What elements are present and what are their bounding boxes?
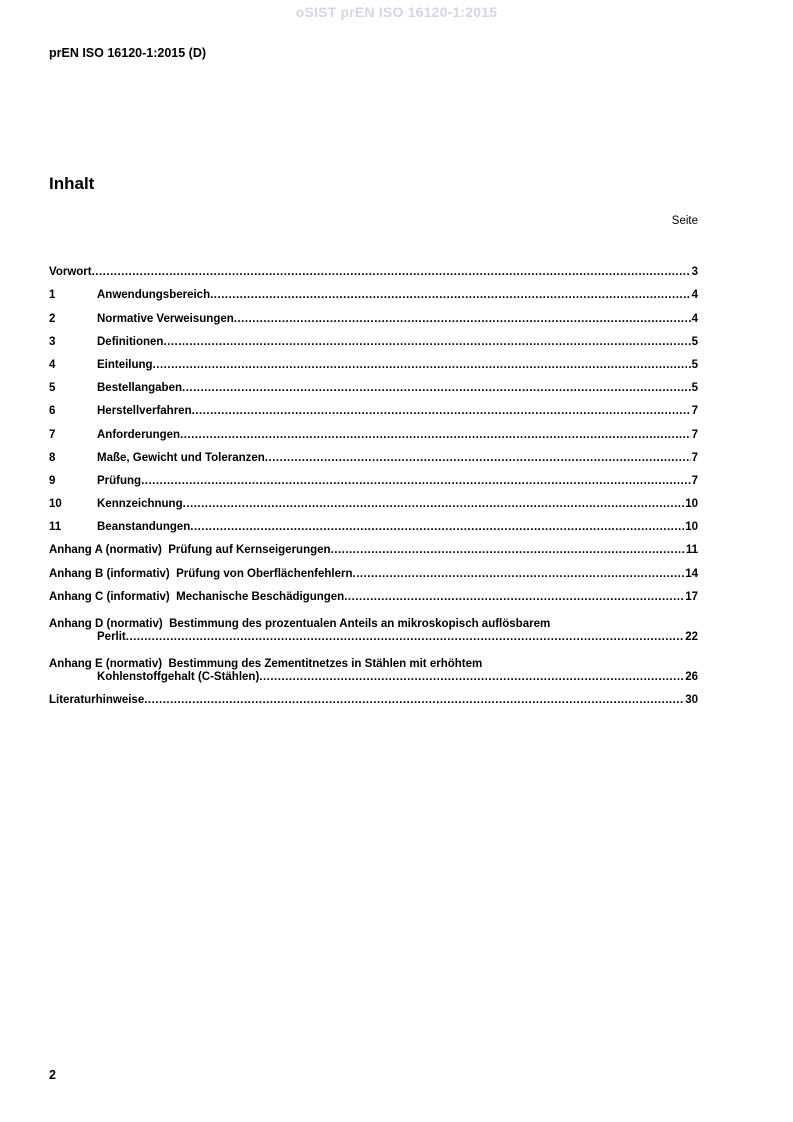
- toc-entry-section-9[interactable]: [49, 465, 698, 488]
- toc-entry-number: 4: [49, 358, 56, 371]
- toc-entry-number: 10: [49, 498, 62, 511]
- toc-leader-dots: [163, 336, 690, 349]
- toc-heading: Inhalt: [49, 174, 95, 193]
- toc-entry-title: Beanstandungen: [97, 521, 191, 534]
- toc-leader-dots: [141, 475, 691, 488]
- toc-entry-title: Anforderungen: [97, 428, 181, 441]
- toc-entry-page: 5: [691, 382, 698, 395]
- toc-leader-dots: [180, 429, 691, 442]
- toc-entry-vorwort[interactable]: [49, 256, 698, 279]
- toc-leader-dots: [182, 382, 691, 395]
- toc-entry-page: 7: [691, 451, 698, 464]
- toc-entry-page: 14: [685, 567, 698, 580]
- watermark: oSIST prEN ISO 16120-1:2015: [295, 4, 498, 20]
- toc-entry-section-4[interactable]: [49, 349, 698, 372]
- toc-page-column-label: Seite: [671, 215, 698, 227]
- toc-entry-section-1[interactable]: [49, 279, 698, 302]
- toc-entry-number: 1: [49, 289, 56, 302]
- toc-entry-annex-a[interactable]: [49, 534, 698, 557]
- toc-entry-annex-b[interactable]: [49, 557, 698, 580]
- toc-entry-annex-d[interactable]: [49, 604, 698, 644]
- toc-leader-dots: [153, 359, 691, 372]
- toc-entry-title: Anwendungsbereich: [97, 289, 211, 302]
- toc-entry-title: Herstellverfahren: [97, 405, 192, 418]
- toc-entry-title: Anhang B (informativ) Prüfung von Oberflächenfehlern: [49, 567, 353, 580]
- document-id-header: prEN ISO 16120-1:2015 (D): [49, 46, 207, 60]
- toc-entry-second-line: [49, 631, 698, 644]
- toc-leader-dots: [344, 591, 684, 604]
- toc-entry-title: Bestellangaben: [97, 382, 182, 395]
- toc-entry-title: Definitionen: [97, 335, 164, 348]
- toc-entry-annex-e[interactable]: [49, 644, 698, 684]
- toc-entry-page: 3: [691, 266, 698, 279]
- toc-entry-title: Literaturhinweise: [49, 694, 145, 706]
- toc-entry-page: 30: [685, 694, 698, 706]
- page-number: 2: [49, 1068, 56, 1082]
- toc-entry-section-8[interactable]: [49, 442, 698, 465]
- toc-entry-section-7[interactable]: [49, 418, 698, 441]
- toc-entry-page: 5: [691, 358, 698, 371]
- toc-entry-title: Anhang A (normativ) Prüfung auf Kernseigerungen: [49, 544, 331, 557]
- toc-entry-number: 7: [49, 428, 56, 441]
- toc-entry-page: 7: [691, 405, 698, 418]
- toc-leader-dots: [234, 313, 691, 326]
- toc-leader-dots: [192, 405, 691, 418]
- toc-entry-page: 10: [685, 498, 698, 511]
- toc-entry-number: 9: [49, 474, 56, 487]
- toc-entry-number: 3: [49, 335, 56, 348]
- toc-entry-page: 22: [685, 630, 698, 643]
- toc-entry-page: 4: [691, 312, 698, 325]
- toc-leader-dots: [353, 568, 685, 581]
- toc-entry-section-11[interactable]: [49, 511, 698, 534]
- toc-leader-dots: [210, 289, 690, 302]
- toc-entry-second-line: [49, 671, 698, 684]
- toc-leader-dots: [92, 266, 691, 279]
- toc-entry-bibliography[interactable]: [49, 684, 698, 707]
- toc-entry-title: Anhang C (informativ) Mechanische Beschädigungen: [49, 590, 345, 603]
- table-of-contents: [49, 256, 698, 707]
- toc-entry-annex-c[interactable]: [49, 581, 698, 604]
- toc-entry-title-continuation: Kohlenstoffgehalt (C-Stählen): [97, 670, 260, 683]
- toc-entry-title: Vorwort: [49, 266, 92, 279]
- toc-entry-page: 11: [685, 544, 698, 557]
- toc-entry-number: 5: [49, 382, 56, 395]
- toc-entry-page: 7: [691, 474, 698, 487]
- toc-entry-number: 8: [49, 451, 56, 464]
- toc-entry-title-continuation: Perlit: [97, 630, 126, 643]
- toc-leader-dots: [144, 694, 684, 707]
- toc-entry-title: Kennzeichnung: [97, 498, 183, 511]
- toc-entry-title-block: [49, 618, 698, 644]
- toc-entry-number: 6: [49, 405, 56, 418]
- toc-leader-dots: [126, 631, 684, 644]
- toc-entry-section-2[interactable]: [49, 302, 698, 325]
- toc-entry-title: Normative Verweisungen: [97, 312, 234, 325]
- toc-entry-page: 26: [685, 670, 698, 683]
- toc-entry-page: 5: [691, 335, 698, 348]
- toc-entry-page: 4: [691, 289, 698, 302]
- toc-entry-title: Prüfung: [97, 474, 142, 487]
- toc-entry-title: Einteilung: [97, 358, 153, 371]
- toc-entry-page: 10: [685, 521, 698, 534]
- toc-entry-section-3[interactable]: [49, 326, 698, 349]
- toc-entry-section-5[interactable]: [49, 372, 698, 395]
- toc-entry-title-block: [49, 658, 698, 684]
- toc-entry-number: 2: [49, 312, 56, 325]
- toc-leader-dots: [331, 544, 685, 557]
- toc-leader-dots: [190, 521, 684, 534]
- toc-leader-dots: [265, 452, 691, 465]
- toc-leader-dots: [259, 671, 684, 684]
- toc-entry-page: 17: [685, 590, 698, 603]
- toc-entry-page: 7: [691, 428, 698, 441]
- toc-entry-title: Maße, Gewicht und Toleranzen: [97, 451, 265, 464]
- toc-entry-title: Anhang E (normativ) Bestimmung des Zementitnetzes in Stählen mit erhöhtem: [49, 657, 483, 670]
- toc-entry-section-6[interactable]: [49, 395, 698, 418]
- toc-entry-number: 11: [49, 521, 62, 534]
- toc-entry-section-10[interactable]: [49, 488, 698, 511]
- toc-leader-dots: [183, 498, 685, 511]
- toc-entry-title: Anhang D (normativ) Bestimmung des prozentualen Anteils an mikroskopisch auflösbarem: [49, 617, 551, 630]
